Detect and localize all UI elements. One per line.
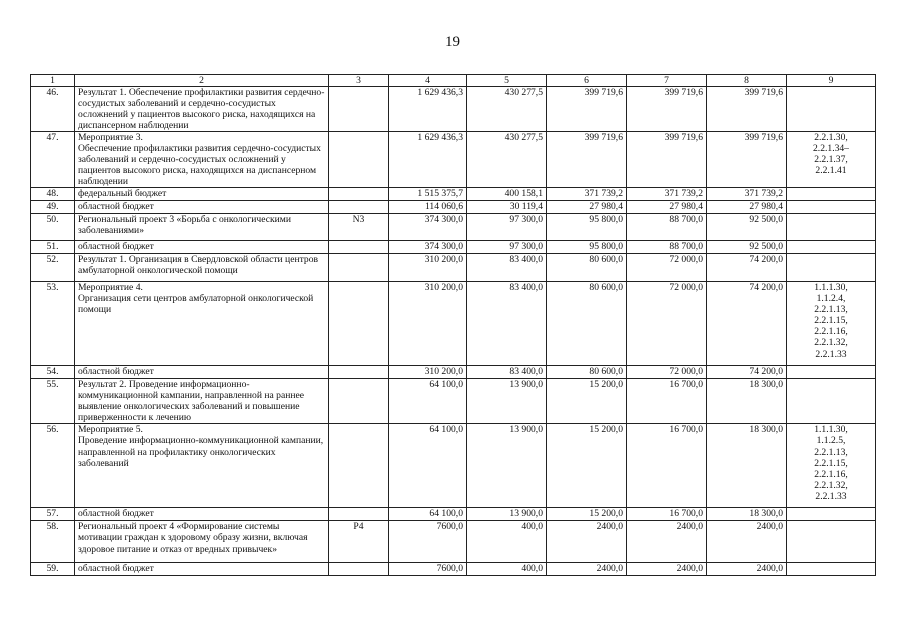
value-col-5: 83 400,0 xyxy=(467,366,547,379)
table-row xyxy=(31,87,876,132)
value-col-6: 2400,0 xyxy=(547,521,627,563)
target-code: 2.2.1.32, xyxy=(814,479,848,491)
value-col-7: 16 700,0 xyxy=(627,379,707,424)
value-col-4: 1 629 436,3 xyxy=(389,87,467,132)
value-col-6: 95 800,0 xyxy=(547,214,627,241)
value-col-6: 399 719,6 xyxy=(547,87,627,132)
column-header: 9 xyxy=(787,75,876,87)
value-col-7: 16 700,0 xyxy=(627,508,707,521)
value-col-4: 64 100,0 xyxy=(389,379,467,424)
row-project-code xyxy=(329,424,389,508)
value-col-4: 64 100,0 xyxy=(389,424,467,508)
value-col-5: 97 300,0 xyxy=(467,241,547,254)
table-row xyxy=(31,366,876,379)
value-col-7: 399 719,6 xyxy=(627,87,707,132)
column-header: 3 xyxy=(329,75,389,87)
target-code: 2.2.1.13, xyxy=(814,446,848,458)
row-description: Мероприятие 5. Проведение информационно-коммуникационной кампании, направленной на профилактику онкологических заболеваний xyxy=(75,424,329,508)
row-target-codes xyxy=(787,201,876,214)
value-col-5: 13 900,0 xyxy=(467,424,547,508)
value-col-7: 399 719,6 xyxy=(627,132,707,188)
target-code: 2.2.1.34– xyxy=(813,143,849,155)
page-number: 19 xyxy=(445,34,460,50)
value-col-4: 310 200,0 xyxy=(389,254,467,282)
row-target-codes xyxy=(787,254,876,282)
row-number: 47. xyxy=(31,132,75,188)
table-row xyxy=(31,201,876,214)
row-description: Результат 2. Проведение информационно-коммуникационной кампании, направленной на раннее выявление онкологических заболеваний и повышение приверженности к лечению xyxy=(75,379,329,424)
column-header: 7 xyxy=(627,75,707,87)
column-header: 5 xyxy=(467,75,547,87)
table-row xyxy=(31,214,876,241)
target-code: 2.2.1.15, xyxy=(814,457,848,469)
value-col-5: 400,0 xyxy=(467,521,547,563)
row-number: 58. xyxy=(31,521,75,563)
value-col-5: 400,0 xyxy=(467,563,547,576)
row-description: областной бюджет xyxy=(75,366,329,379)
value-col-6: 80 600,0 xyxy=(547,282,627,366)
target-code: 1.1.2.4, xyxy=(816,293,846,305)
value-col-8: 371 739,2 xyxy=(707,188,787,201)
value-col-8: 27 980,4 xyxy=(707,201,787,214)
value-col-8: 92 500,0 xyxy=(707,241,787,254)
value-col-8: 18 300,0 xyxy=(707,424,787,508)
row-target-codes xyxy=(787,214,876,241)
column-header: 6 xyxy=(547,75,627,87)
target-code: 2.2.1.30, xyxy=(814,132,848,144)
target-code: 2.2.1.33 xyxy=(815,348,847,360)
row-description: Результат 1. Организация в Свердловской области центров амбулаторной онкологической помощи xyxy=(75,254,329,282)
row-project-code: P4 xyxy=(329,521,389,563)
row-number: 59. xyxy=(31,563,75,576)
row-target-codes xyxy=(787,563,876,576)
row-project-code xyxy=(329,132,389,188)
target-code: 1.1.1.30, xyxy=(814,282,848,294)
value-col-8: 74 200,0 xyxy=(707,282,787,366)
row-description: Результат 1. Обеспечение профилактики развития сердечно-сосудистых заболеваний и сердечно-сосудистых осложнений у пациентов высокого риска, находящихся на диспансерном наблюдении xyxy=(75,87,329,132)
table-row xyxy=(31,241,876,254)
value-col-8: 399 719,6 xyxy=(707,132,787,188)
table-row xyxy=(31,521,876,563)
value-col-5: 97 300,0 xyxy=(467,214,547,241)
value-col-5: 83 400,0 xyxy=(467,282,547,366)
table-row xyxy=(31,282,876,366)
row-project-code xyxy=(329,563,389,576)
row-target-codes xyxy=(787,521,876,563)
row-project-code xyxy=(329,241,389,254)
value-col-4: 310 200,0 xyxy=(389,282,467,366)
table-row xyxy=(31,132,876,188)
value-col-4: 7600,0 xyxy=(389,521,467,563)
row-description: областной бюджет xyxy=(75,563,329,576)
row-target-codes xyxy=(787,282,876,366)
value-col-7: 72 000,0 xyxy=(627,366,707,379)
table-row xyxy=(31,188,876,201)
table-row xyxy=(31,424,876,508)
row-project-code xyxy=(329,188,389,201)
row-number: 50. xyxy=(31,214,75,241)
value-col-4: 374 300,0 xyxy=(389,214,467,241)
value-col-8: 18 300,0 xyxy=(707,379,787,424)
row-project-code xyxy=(329,254,389,282)
row-description: Региональный проект 4 «Формирование системы мотивации граждан к здоровому образу жизни, включая здоровое питание и отказ от вредных привычек» xyxy=(75,521,329,563)
value-col-4: 1 515 375,7 xyxy=(389,188,467,201)
target-code: 1.1.1.30, xyxy=(814,424,848,436)
value-col-5: 400 158,1 xyxy=(467,188,547,201)
value-col-5: 430 277,5 xyxy=(467,132,547,188)
budget-table xyxy=(30,74,876,576)
row-number: 52. xyxy=(31,254,75,282)
column-header: 2 xyxy=(75,75,329,87)
value-col-6: 15 200,0 xyxy=(547,508,627,521)
value-col-7: 88 700,0 xyxy=(627,241,707,254)
row-target-codes xyxy=(787,87,876,132)
value-col-4: 1 629 436,3 xyxy=(389,132,467,188)
value-col-6: 15 200,0 xyxy=(547,379,627,424)
row-description: областной бюджет xyxy=(75,241,329,254)
row-project-code: N3 xyxy=(329,214,389,241)
row-number: 51. xyxy=(31,241,75,254)
row-description: Мероприятие 3. Обеспечение профилактики развития сердечно-сосудистых заболеваний и сердечно-сосудистых осложнений у пациентов высокого риска, находящихся на диспансерном наблюдении xyxy=(75,132,329,188)
value-col-7: 72 000,0 xyxy=(627,282,707,366)
target-code: 2.2.1.37, xyxy=(814,154,848,166)
value-col-8: 74 200,0 xyxy=(707,366,787,379)
row-target-codes xyxy=(787,241,876,254)
value-col-7: 88 700,0 xyxy=(627,214,707,241)
row-project-code xyxy=(329,201,389,214)
table-row xyxy=(31,254,876,282)
value-col-4: 114 060,6 xyxy=(389,201,467,214)
value-col-5: 13 900,0 xyxy=(467,508,547,521)
table-row xyxy=(31,379,876,424)
row-description: Мероприятие 4. Организация сети центров амбулаторной онкологической помощи xyxy=(75,282,329,366)
value-col-5: 30 119,4 xyxy=(467,201,547,214)
column-header: 4 xyxy=(389,75,467,87)
value-col-6: 95 800,0 xyxy=(547,241,627,254)
row-number: 46. xyxy=(31,87,75,132)
value-col-5: 13 900,0 xyxy=(467,379,547,424)
value-col-6: 80 600,0 xyxy=(547,366,627,379)
target-code: 2.2.1.16, xyxy=(814,468,848,480)
value-col-7: 27 980,4 xyxy=(627,201,707,214)
value-col-4: 64 100,0 xyxy=(389,508,467,521)
target-code: 2.2.1.15, xyxy=(814,315,848,327)
row-description: областной бюджет xyxy=(75,508,329,521)
value-col-6: 15 200,0 xyxy=(547,424,627,508)
column-header: 1 xyxy=(31,75,75,87)
row-project-code xyxy=(329,87,389,132)
value-col-5: 83 400,0 xyxy=(467,254,547,282)
value-col-4: 374 300,0 xyxy=(389,241,467,254)
target-code: 2.2.1.16, xyxy=(814,326,848,338)
table-row xyxy=(31,563,876,576)
row-description: федеральный бюджет xyxy=(75,188,329,201)
table-row xyxy=(31,508,876,521)
column-header: 8 xyxy=(707,75,787,87)
target-code: 2.2.1.33 xyxy=(815,490,847,502)
value-col-8: 2400,0 xyxy=(707,563,787,576)
row-target-codes xyxy=(787,188,876,201)
target-code: 2.2.1.13, xyxy=(814,304,848,316)
column-number-row xyxy=(31,75,876,87)
row-project-code xyxy=(329,282,389,366)
value-col-7: 72 000,0 xyxy=(627,254,707,282)
value-col-7: 2400,0 xyxy=(627,521,707,563)
value-col-5: 430 277,5 xyxy=(467,87,547,132)
value-col-7: 16 700,0 xyxy=(627,424,707,508)
value-col-8: 18 300,0 xyxy=(707,508,787,521)
value-col-8: 2400,0 xyxy=(707,521,787,563)
row-number: 56. xyxy=(31,424,75,508)
table-body xyxy=(31,87,876,576)
value-col-6: 371 739,2 xyxy=(547,188,627,201)
row-number: 57. xyxy=(31,508,75,521)
value-col-4: 7600,0 xyxy=(389,563,467,576)
value-col-8: 74 200,0 xyxy=(707,254,787,282)
row-target-codes xyxy=(787,424,876,508)
target-code: 2.2.1.32, xyxy=(814,337,848,349)
row-target-codes xyxy=(787,508,876,521)
target-code: 2.2.1.41 xyxy=(815,165,847,177)
row-description: областной бюджет xyxy=(75,201,329,214)
value-col-4: 310 200,0 xyxy=(389,366,467,379)
row-number: 54. xyxy=(31,366,75,379)
value-col-8: 399 719,6 xyxy=(707,87,787,132)
row-number: 53. xyxy=(31,282,75,366)
value-col-6: 27 980,4 xyxy=(547,201,627,214)
value-col-6: 399 719,6 xyxy=(547,132,627,188)
row-number: 48. xyxy=(31,188,75,201)
row-project-code xyxy=(329,366,389,379)
row-target-codes xyxy=(787,132,876,188)
row-number: 49. xyxy=(31,201,75,214)
row-project-code xyxy=(329,508,389,521)
value-col-7: 2400,0 xyxy=(627,563,707,576)
value-col-8: 92 500,0 xyxy=(707,214,787,241)
value-col-7: 371 739,2 xyxy=(627,188,707,201)
row-project-code xyxy=(329,379,389,424)
value-col-6: 80 600,0 xyxy=(547,254,627,282)
row-description: Региональный проект 3 «Борьба с онкологическими заболеваниями» xyxy=(75,214,329,241)
row-target-codes xyxy=(787,366,876,379)
target-code: 1.1.2.5, xyxy=(816,435,846,447)
row-target-codes xyxy=(787,379,876,424)
value-col-6: 2400,0 xyxy=(547,563,627,576)
row-number: 55. xyxy=(31,379,75,424)
